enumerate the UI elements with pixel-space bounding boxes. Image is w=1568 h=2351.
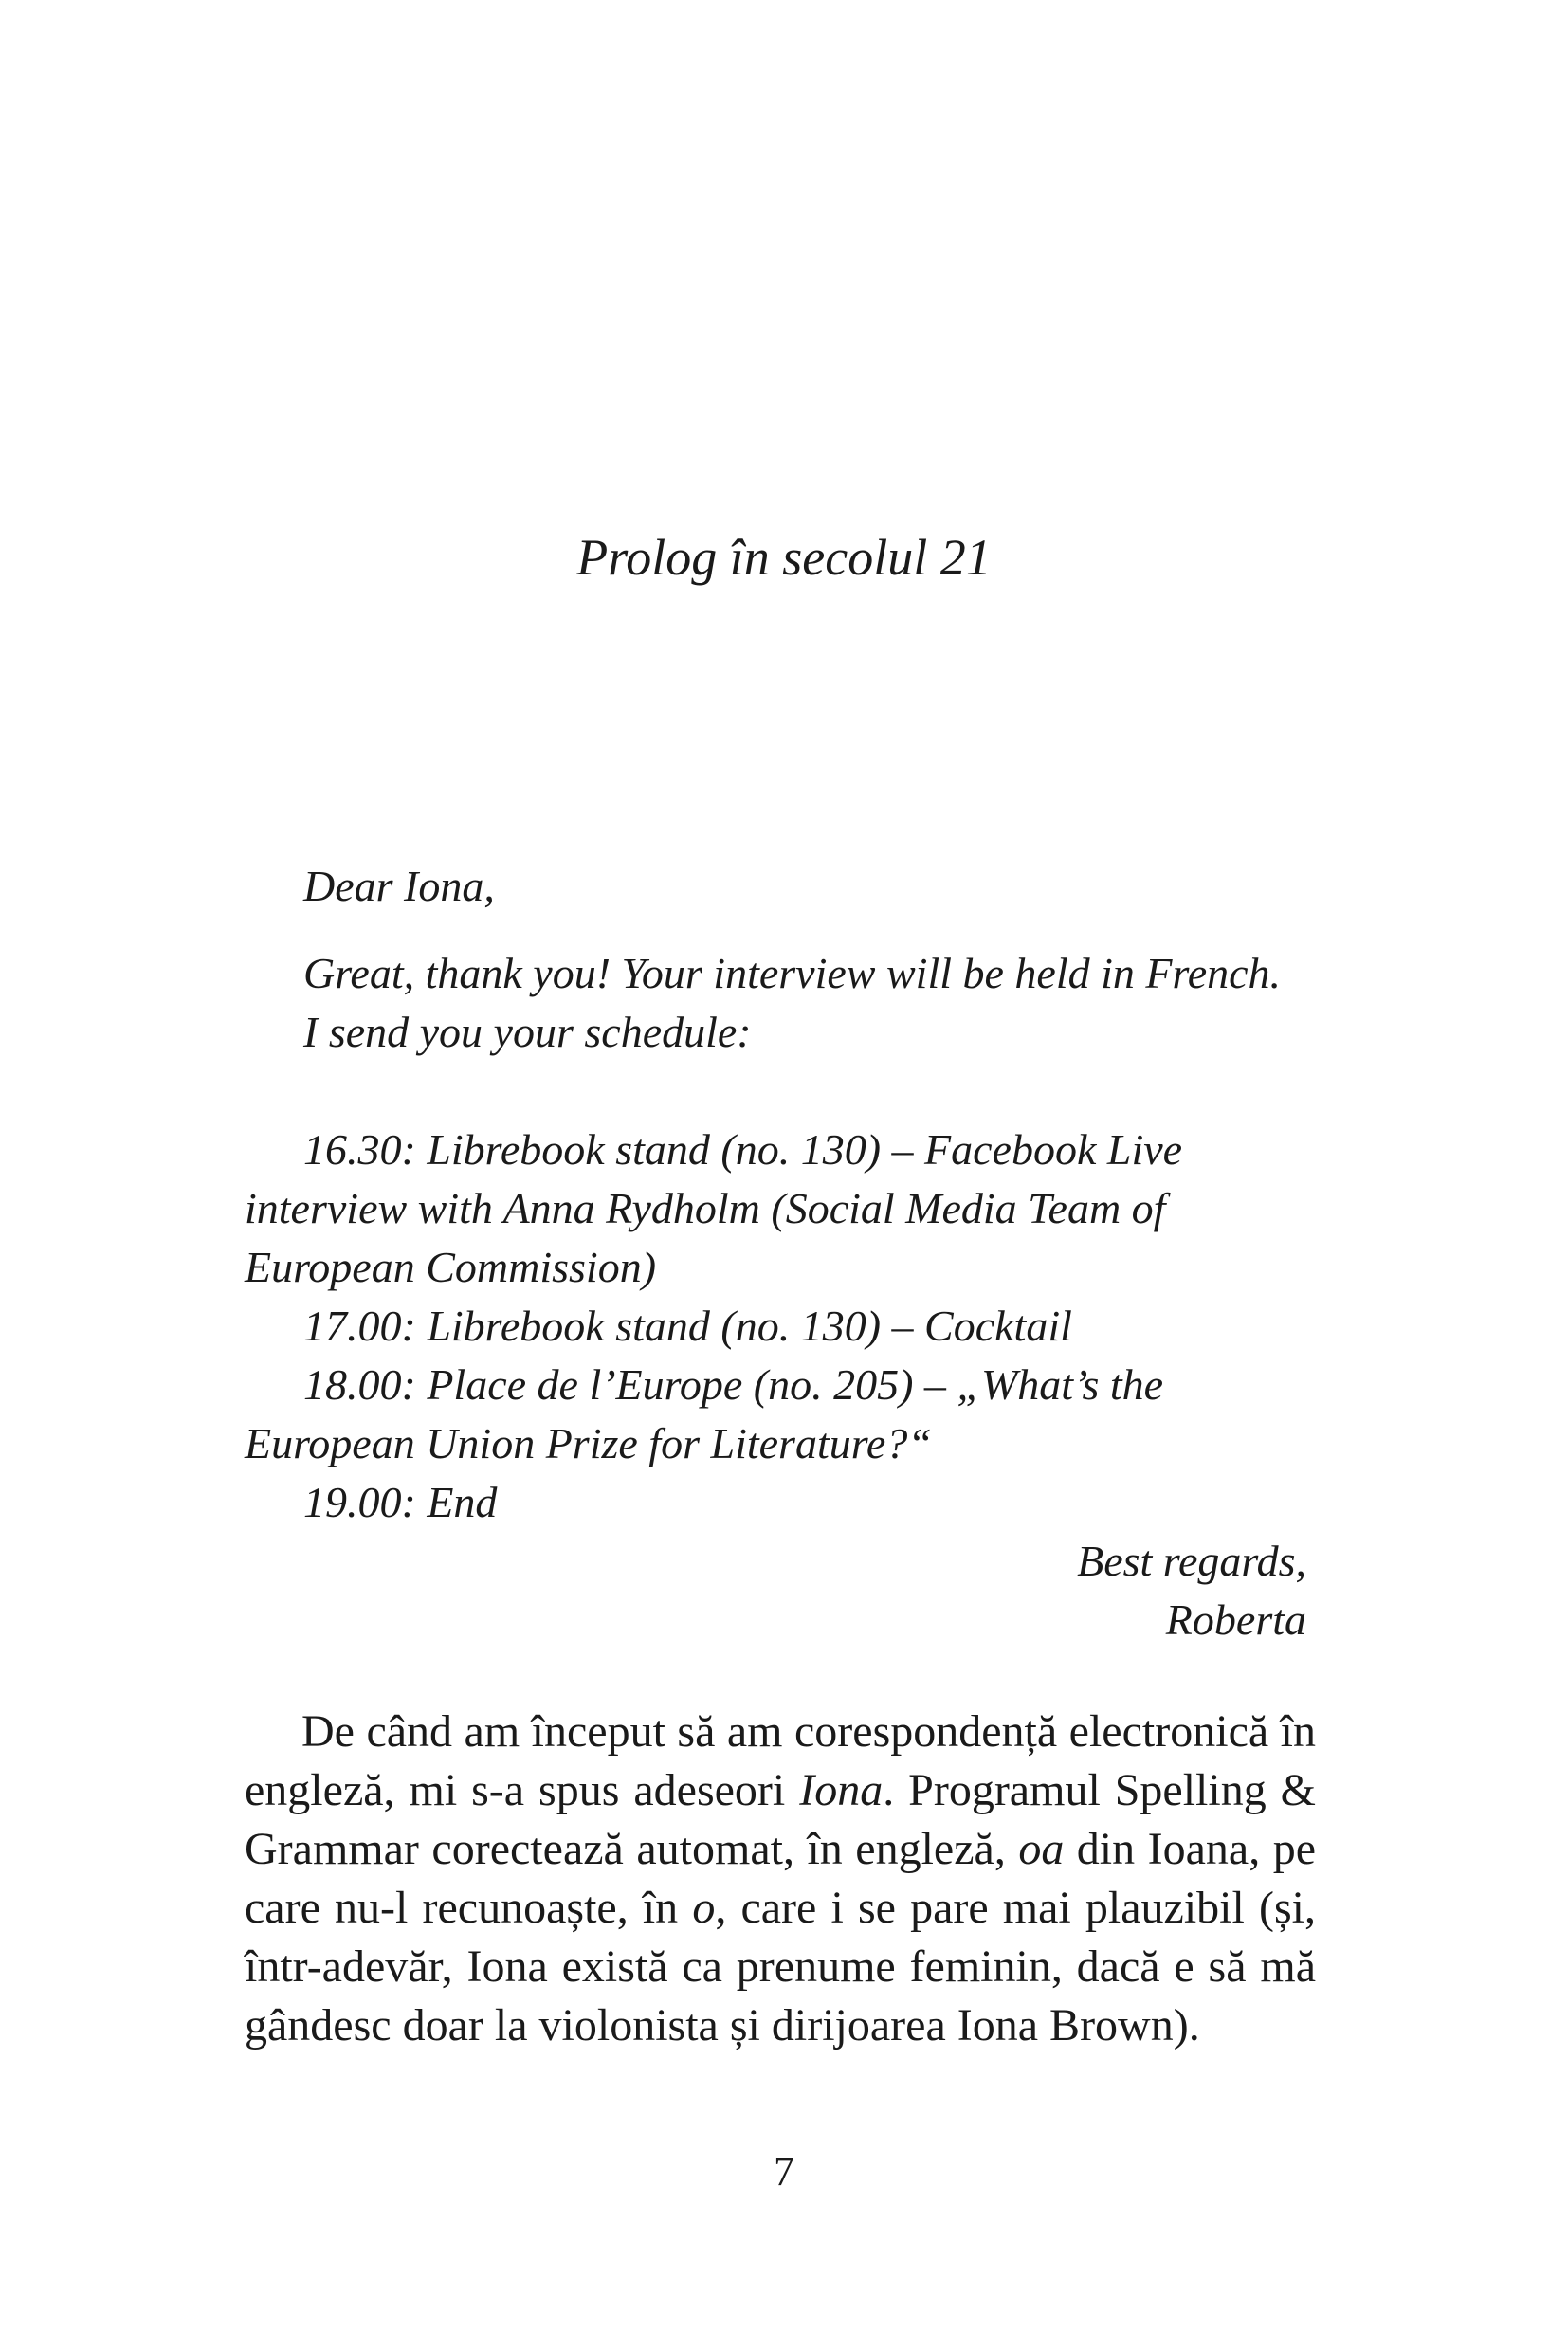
letter-intro-line: Great, thank you! Your interview will be held in French. bbox=[303, 949, 1282, 997]
schedule-item: 18.00: Place de l’Europe (no. 205) – „What’s the European Union Prize for Literature?“ bbox=[245, 1360, 1164, 1467]
body-text-segment: , care i se pare mai plauzibil (și, într-adevăr, Iona există ca prenume feminin, dacă e să mă gândesc doar la violonista și dirijoarea Iona Brown). bbox=[245, 1883, 1316, 2050]
letter-salutation: Dear Iona, bbox=[303, 862, 495, 910]
chapter-title: Prolog în secolul 21 bbox=[576, 529, 992, 586]
body-emphasis: Iona bbox=[799, 1765, 884, 1815]
body-text-segment: din Ioana, pe care nu-l recunoaște, în bbox=[245, 1824, 1317, 1933]
letter-intro-line: I send you your schedule: bbox=[303, 1008, 752, 1056]
letter-closing: Best regards, bbox=[1077, 1537, 1306, 1585]
letter-signature: Roberta bbox=[1165, 1595, 1306, 1644]
body-emphasis: o bbox=[692, 1883, 716, 1933]
body-text-segment: De când am început să am corespondență electronică în engleză, mi s-a spus adeseori bbox=[245, 1706, 1316, 1815]
schedule-item: 19.00: End bbox=[303, 1478, 498, 1526]
schedule-item: 17.00: Librebook stand (no. 130) – Cocktail bbox=[303, 1302, 1072, 1350]
body-paragraph bbox=[245, 1703, 1316, 2055]
body-text-segment: . Programul Spelling & Grammar corectează automat, în engleză, bbox=[245, 1765, 1317, 1874]
page-number: 7 bbox=[774, 2148, 794, 2195]
schedule-item: 16.30: Librebook stand (no. 130) – Facebook Live interview with Anna Rydholm (Social Media Team of European Commission) bbox=[245, 1125, 1183, 1291]
letter-block bbox=[245, 857, 1316, 1649]
body-emphasis: oa bbox=[1018, 1824, 1065, 1874]
